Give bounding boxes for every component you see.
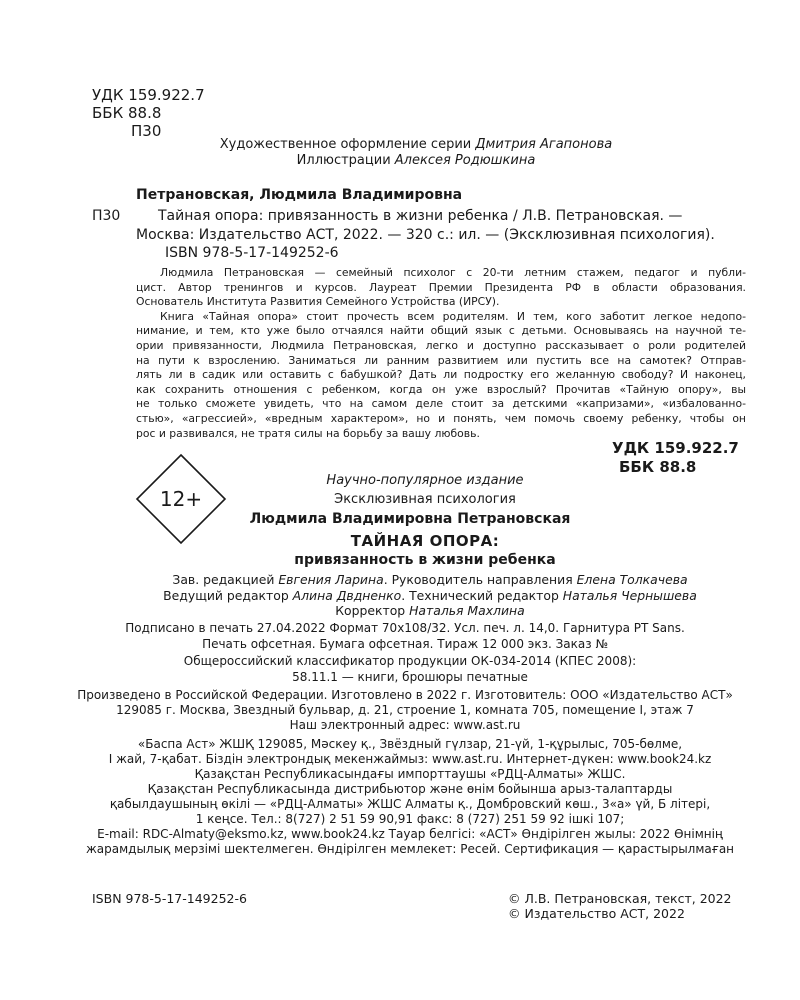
- made-in-3: Наш электронный адрес: www.ast.ru: [289, 718, 521, 732]
- bib-author: Петрановская, Людмила Владимировна: [136, 187, 463, 203]
- annotation-line: цист. Автор тренингов и курсов. Лауреат Премии Президента РФ в области образования.: [136, 280, 746, 294]
- annotation-line: как сохранить отношения с ребенком, когда он уже взрослый? Прочитав «Тайную опору», вы: [136, 382, 746, 396]
- staff-role: . Руководитель направления: [383, 572, 577, 587]
- print-specs-1: Подписано в печать 27.04.2022 Формат 70х108/32. Усл. печ. л. 14,0. Гарнитура PT Sans.: [125, 621, 685, 635]
- staff-role: Корректор: [335, 603, 410, 618]
- staff-person: Наталья Чернышева: [562, 588, 697, 603]
- staff-role: . Технический редактор: [401, 588, 563, 603]
- staff-person: Наталья Махлина: [409, 603, 525, 618]
- isbn-bottom: ISBN 978-5-17-149252-6: [92, 891, 247, 906]
- edition-type-text: Научно-популярное издание: [326, 473, 524, 488]
- classifier-1: Общероссийский классификатор продукции ОК-034-2014 (КПЕС 2008):: [183, 654, 637, 668]
- bib-line-2: Москва: Издательство АСТ, 2022. — 320 с.: ил. — (Эксклюзивная психология).: [136, 227, 715, 243]
- staff-person: Алина Двдненко: [292, 588, 402, 603]
- illustrations-name: Алексея Родюшкина: [394, 153, 536, 168]
- staff-line-3: [110, 603, 750, 619]
- book-subtitle: привязанность в жизни ребенка: [294, 552, 556, 568]
- print-specs-2: Печать офсетная. Бумага офсетная. Тираж 12 000 экз. Заказ №: [202, 637, 608, 651]
- made-in-1: Произведено в Российской Федерации. Изготовлено в 2022 г. Изготовитель: ООО «Издательство АСТ»: [77, 688, 733, 702]
- kz-line: жарамдылық мерзімі шектелмеген. Өндірілген мемлекет: Ресей. Сертификация — қарастырылмаған: [85, 842, 735, 856]
- bbk-code-right: ББК 88.8: [619, 458, 697, 476]
- kz-line: Қазақстан Республикасында дистрибьютор және өнім бойынша арыз-талаптарды: [147, 782, 673, 796]
- staff-person: Евгения Ларина: [278, 572, 384, 587]
- annotation-line: Книга «Тайная опора» стоит прочесть всем родителям. И тем, кого заботит легкое недопо-: [160, 309, 746, 323]
- staff-line-2: [110, 588, 750, 604]
- series-name: Эксклюзивная психология: [334, 492, 516, 507]
- copyright-publisher: © Издательство АСТ, 2022: [508, 906, 685, 921]
- bib-line-1: Тайная опора: привязанность в жизни ребенка / Л.В. Петрановская. —: [158, 208, 683, 224]
- bbk-code-top: ББК 88.8: [92, 104, 162, 122]
- annotation-line: стью», «агрессией», «вредным характером», но и понять, чем помочь своему ребенку, чтобы он: [136, 411, 746, 425]
- staff-person: Елена Толкачева: [576, 572, 688, 587]
- bib-mark: П30: [92, 208, 121, 224]
- author-full: Людмила Владимировна Петрановская: [249, 511, 571, 527]
- author-mark-top: П30: [131, 122, 162, 140]
- kz-line: қабылдаушының өкілі — «РДЦ-Алматы» ЖШС Алматы қ., Домбровский көш., 3«а» үй, Б літері,: [109, 797, 711, 811]
- illustrations-prefix: Иллюстрации: [296, 153, 395, 168]
- kz-line: Қазақстан Республикасындағы импорттаушы «РДЦ-Алматы» ЖШС.: [194, 767, 626, 781]
- design-credit-name: Дмитрия Агапонова: [475, 137, 613, 152]
- kz-line: I жай, 7-қабат. Біздін электрондық мекенжаймыз: www.ast.ru. Интернет-дүкен: www.book24.kz: [108, 752, 712, 766]
- annotation-line: ории привязанности, Людмила Петрановская, легко и доступно рассказывает о роли родителей: [136, 338, 746, 352]
- annotation-line: Людмила Петрановская — семейный психолог с 20-ти летним стажем, педагог и публи-: [160, 266, 746, 279]
- bib-isbn: ISBN 978-5-17-149252-6: [165, 245, 339, 261]
- age-rating-badge: [135, 453, 227, 545]
- design-credit-prefix: Художественное оформление серии: [219, 137, 476, 152]
- book-title: ТАЙНАЯ ОПОРА:: [350, 532, 500, 550]
- design-credit: [160, 137, 672, 153]
- annotation-line: Основатель Института Развития Семейного Устройства (ИРСУ).: [136, 295, 500, 309]
- annotation: [136, 266, 746, 441]
- udk-code-top: УДК 159.922.7: [92, 86, 205, 104]
- made-in-2: 129085 г. Москва, Звездный бульвар, д. 21, строение 1, комната 705, помещение I, этаж 7: [116, 703, 694, 717]
- annotation-line: рос и развивался, не тратя силы на борьбу за вашу любовь.: [136, 426, 480, 440]
- udk-code-right: УДК 159.922.7: [612, 439, 739, 457]
- edition-type: [250, 473, 600, 489]
- staff-role: Зав. редакцией: [172, 572, 279, 587]
- staff-line-1: [110, 572, 750, 588]
- annotation-line: не только сможете увидеть, что на самом деле стоит за детскими «капризами», «избалованно-: [136, 397, 746, 411]
- kz-line: «Баспа Аст» ЖШҚ 129085, Мәскеу қ., Звёздный гүлзар, 21-үй, 1-құрылыс, 705-бөлме,: [137, 737, 683, 751]
- staff-role: Ведущий редактор: [163, 588, 293, 603]
- annotation-line: нимание, и тем, кто уже было отчаялся найти общий язык с детьми. Основываясь на научной те-: [136, 324, 746, 338]
- annotation-line: на пути к взрослению. Заниматься ли ранним развитием или пустить все на самотек? Отправ-: [136, 353, 746, 367]
- classifier-2: 58.11.1 — книги, брошюры печатные: [292, 670, 528, 684]
- illustrations-credit: [160, 153, 672, 169]
- kz-line: 1 кеңсе. Тел.: 8(727) 2 51 59 90,91 факс: 8 (727) 251 59 92 ішкі 107;: [195, 812, 625, 826]
- age-rating-text: 12+: [159, 487, 203, 511]
- kz-line: E-mail: RDC-Almaty@eksmo.kz, www.book24.kz Тауар белгісі: «АСТ» Өндірілген жылы: 2022 Өнімнің: [97, 827, 723, 841]
- annotation-line: лять ли в садик или оставить с бабушкой? Дать ли подростку его желанную свободу? И наконец,: [136, 368, 746, 382]
- copyright-author: © Л.В. Петрановская, текст, 2022: [508, 891, 732, 906]
